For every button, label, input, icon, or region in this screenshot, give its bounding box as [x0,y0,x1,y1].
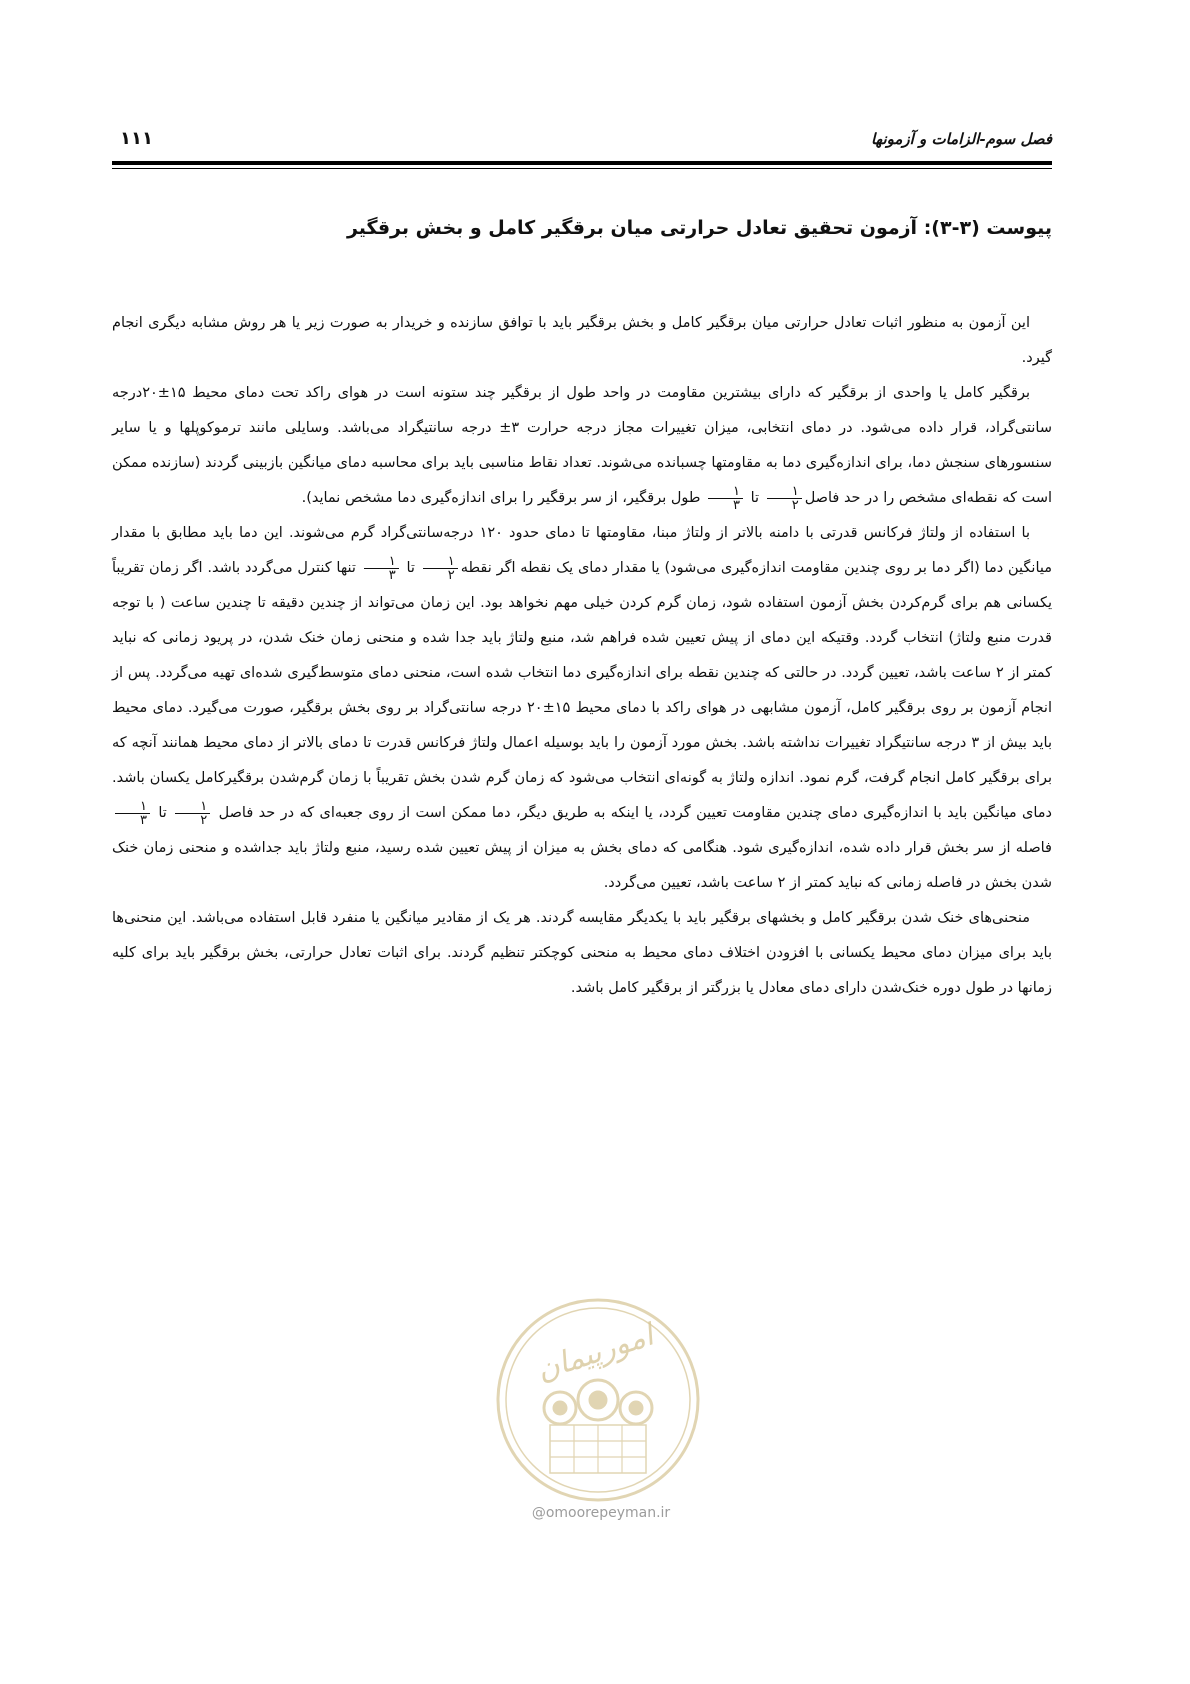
paragraph-3-text-a: با استفاده از ولتاژ فرکانس قدرتی با دامنه بالاتر از ولتاژ مبنا، مقاومتها تا دمای حدود ۱۲۰ درجه‌سانتی‌گراد گرم می‌شوند. این دما باید مطابق با مقدار میانگین دما (اگر دما بر روی چندین مقاومت اندازه‌گیری می‌شود) یا مقدار دمای یک نقطه اگر نقطه [112,525,1053,576]
fraction-denominator: ۳ [733,497,741,513]
fraction-denominator: ۲ [447,567,455,583]
fraction-one-half [767,485,802,512]
fraction-numerator: ۱ [423,555,458,569]
fraction-one-half [175,800,210,827]
fraction-denominator: ۲ [200,812,208,828]
watermark-url: @omoorepeyman.ir [531,1505,671,1521]
fraction-numerator: ۱ [708,485,743,499]
fraction-one-third [115,800,150,827]
fraction-denominator: ۳ [140,812,147,828]
fraction-numerator: ۱ [767,485,802,499]
fraction-numerator: ۱ [115,800,150,814]
header-rule-thick [112,161,1052,165]
paragraph-4: منحنی‌های خنک شدن برقگیر کامل و بخشهای برقگیر باید با یکدیگر مقایسه گردند. هر یک از مقادیر میانگین یا منفرد قابل استفاده می‌باشد. این منحنی‌ها باید برای میزان دمای محیط یکسانی با افزودن اختلاف دمای محیط به منحنی کوچکتر تنظیم گردند. برای اثبات تعادل حرارتی، بخش برقگیر باید برای کلیه زمانها در طول دوره خنک‌شدن دارای دمای معادل یا بزرگتر از برقگیر کامل باشد. [112,910,1052,996]
paragraph-2-text-c: طول برقگیر، از سر برقگیر را برای اندازه‌گیری دما مشخص نماید). [301,490,701,506]
fraction-numerator: ۱ [175,800,210,814]
paragraph-2-text-a: برقگیر کامل یا واحدی از برقگیر که دارای بیشترین مقاومت در واحد طول از برقگیر چند ستونه است در هوای راکد تحت دمای محیط ۱۵±۲۰درجه سانتی‌گراد، قرار داده می‌شود. در دمای انتخابی، میزان تغییرات مجاز درجه حرارت ۳± درجه سانتیگراد می‌باشد. وسایلی مانند ترموکوپلها و یا سایر سنسورهای سنجش دما، برای اندازه‌گیری دما به مقاومتها چسبانده می‌شوند. تعداد نقاط مناسبی باید برای محاسبه دمای میانگین بازبینی گردند (سازنده ممکن است که نقطه‌ای مشخص را در حد فاصل [112,385,1052,506]
paragraph-2 [112,376,1052,516]
paragraph-3-text-d: تا [158,805,167,821]
paragraph-2-text-b: تا [750,490,760,506]
paragraph-3-text-e: فاصله از سر بخش قرار داده شده، اندازه‌گیری شود. هنگامی که دمای بخش به میزان از پیش تعیین شده رسید، منبع ولتاژ باید جداشده و منحنی زمان خنک شدن بخش در فاصله زمانی که نباید کمتر از ۲ ساعت باشد، تعیین می‌گردد. [112,840,1052,891]
body-text [112,306,1052,1006]
watermark-logo-text: امورپیمان [532,1317,658,1389]
paragraph-1: این آزمون به منظور اثبات تعادل حرارتی میان برقگیر کامل و بخش برقگیر باید با توافق سازنده و خریدار به صورت زیر یا هر روش مشابه دیگری انجام گیرد. [112,315,1052,366]
fraction-denominator: ۳ [388,567,396,583]
fraction-one-half [423,555,458,582]
paragraph-3 [112,516,1052,901]
page-number: ۱۱۱ [120,128,153,149]
chapter-title: فصل سوم-الزامات و آزمونها [870,130,1052,148]
fraction-numerator: ۱ [364,555,399,569]
fraction-one-third [364,555,399,582]
section-heading: پیوست (۳-۳): آزمون تحقیق تعادل حرارتی میان برقگیر کامل و بخش برقگیر [346,217,1052,239]
header-rule-thin [112,168,1052,169]
fraction-one-third [708,485,743,512]
watermark-logo [488,1290,708,1510]
paragraph-3-text-b: تا [406,560,415,576]
fraction-denominator: ۲ [791,497,799,513]
paragraph-3-text-c: تنها کنترل می‌گردد باشد. اگر زمان تقریباً یکسانی هم برای گرم‌کردن بخش آزمون استفاده شود، زمان گرم کردن خیلی مهم نخواهد بود. این زمان می‌تواند از چندین دقیقه تا چندین ساعت ( با توجه قدرت منبع ولتاژ) انتخاب گردد. وقتیکه این دمای از پیش تعیین شده فراهم شد، منبع ولتاژ باید جدا شده و منحنی زمان خنک شدن، در پریود زمانی که نباید کمتر از ۲ ساعت باشد، تعیین گردد. در حالتی که چندین نقطه برای اندازه‌گیری دما انتخاب شده است، منحنی دمای متوسط‌گیری شده‌ای تهیه می‌گردد. پس از انجام آزمون بر روی برقگیر کامل، آزمون مشابهی در هوای راکد با دمای محیط ۱۵±۲۰ درجه سانتی‌گراد بر روی بخش برقگیر، صورت می‌گیرد. دمای محیط باید بیش از ۳ درجه سانتیگراد تغییرات نداشته باشد. بخش مورد آزمون را باید بوسیله اعمال ولتاژ فرکانس قدرت تا دمای بالاتر از دمای محیط همانند آنچه که برای برقگیر کامل انجام گرفت، گرم نمود. اندازه ولتاژ به گونه‌ای انتخاب می‌شود که زمان گرم شدن بخش تقریباً با زمان گرم‌شدن برقگیرکامل یکسان باشد. دمای میانگین باید با اندازه‌گیری دمای چندین مقاومت تعیین گردد، یا اینکه به طریق دیگر، دما ممکن است از روی جعبه‌ای که در حد فاصل [112,560,1053,821]
running-header [112,122,1052,162]
